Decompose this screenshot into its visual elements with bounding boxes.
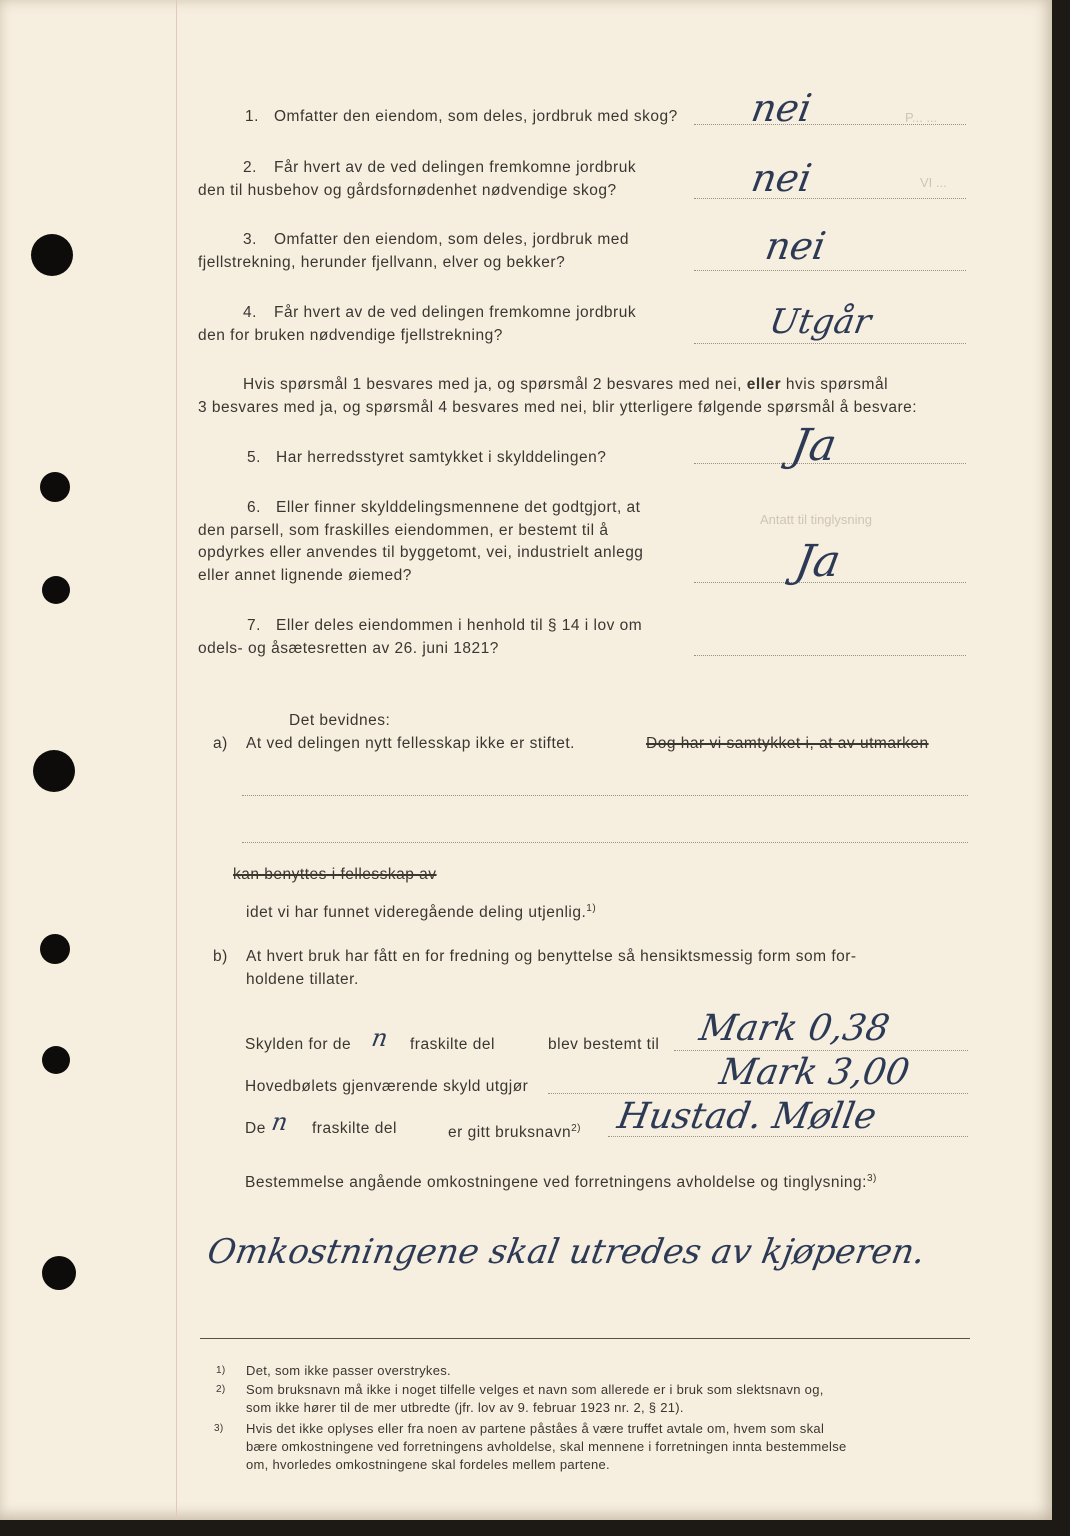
footnote-ref: 3) (866, 1173, 877, 1184)
field-label-text: Bestemmelse angående omkostningene ved forretningens avholdelse og tinglysning: (245, 1174, 867, 1192)
instruction-emphasis: eller (746, 376, 782, 393)
question-number: 3. (243, 231, 257, 248)
item-text: At ved delingen nytt fellesskap ikke er stiftet. (246, 735, 575, 752)
instruction-text: hvis spørsmål (785, 376, 889, 393)
handwritten-insert: n (269, 1108, 290, 1136)
question-text: Eller finner skylddelingsmennene det godtgjort, at (276, 499, 641, 516)
footnote-mark: 1) (216, 1365, 226, 1376)
instruction-text: Hvis spørsmål 1 besvares med ja, og spørsmål 2 besvares med nei, (243, 376, 742, 393)
punch-hole (40, 472, 70, 502)
footnote-mark: 3) (214, 1423, 224, 1434)
answer-line (694, 655, 966, 656)
field-label (448, 1118, 581, 1144)
margin-line (176, 0, 177, 1520)
answer-handwritten: nei (748, 156, 816, 200)
question-text: opdyrkes eller anvendes til byggetomt, vei, industrielt anlegg (198, 544, 644, 561)
punch-hole (42, 1256, 76, 1290)
question-text: den parsell, som fraskilles eiendommen, er bestemt til å (198, 522, 609, 539)
field-label: Skylden for de (245, 1036, 352, 1053)
question-text: Omfatter den eiendom, som deles, jordbruk med skog? (274, 108, 678, 125)
question-text: Omfatter den eiendom, som deles, jordbruk med (274, 231, 630, 248)
question-text: den for bruken nødvendige fjellstrekning? (198, 327, 503, 344)
item-text-main: idet vi har funnet videregående deling utjenlig. (246, 904, 587, 922)
field-label: fraskilte del (312, 1120, 397, 1137)
field-label: De (245, 1120, 266, 1137)
answer-handwritten: Hustad. Mølle (614, 1096, 880, 1137)
question-number: 5. (247, 449, 261, 466)
punch-hole (42, 576, 70, 604)
footnote-text: Som bruksnavn må ikke i noget tilfelle velges et navn som allerede er i bruk som slektsnavn og, (246, 1382, 824, 1397)
footnote-text: Hvis det ikke oplyses eller fra noen av partene påståes å være truffet avtale om, hvem som skal (246, 1421, 825, 1436)
footnote-ref: 2) (571, 1123, 581, 1134)
item-text: At hvert bruk har fått en for fredning og benyttelse så hensiktsmessig form som for- (246, 948, 857, 965)
footnote-text: Det, som ikke passer overstrykes. (246, 1363, 451, 1378)
question-number: 2. (243, 159, 257, 176)
struck-text: Dog har vi samtykket i, at av utmarken (646, 735, 929, 752)
question-text: Får hvert av de ved delingen fremkomne jordbruk (274, 304, 637, 321)
footnote-ref: 1) (586, 903, 597, 914)
footnote-text: som ikke hører til de mer utbredte (jfr. lov av 9. februar 1923 nr. 2, § 21). (246, 1400, 684, 1415)
bleed-through-text: Antatt til tinglysning (760, 512, 873, 527)
question-text: Eller deles eiendommen i henhold til § 14 i lov om (276, 617, 643, 634)
answer-line (694, 198, 966, 199)
answer-line (694, 270, 966, 271)
instruction-line (243, 374, 888, 396)
question-text: den til husbehov og gårdsfornødenhet nødvendige skog? (198, 182, 617, 199)
field-label-text: er gitt bruksnavn (448, 1124, 572, 1142)
question-number: 1. (245, 108, 259, 125)
question-number: 7. (247, 617, 261, 634)
field-label: fraskilte del (410, 1036, 495, 1053)
fill-line (242, 842, 968, 843)
question-number: 4. (243, 304, 257, 321)
answer-line (694, 343, 966, 344)
item-text (246, 898, 596, 924)
punch-hole (31, 234, 73, 276)
answer-line (674, 1050, 968, 1051)
fill-line (242, 795, 968, 796)
punch-hole (33, 750, 75, 792)
answer-handwritten: Utgår (766, 302, 875, 342)
answer-handwritten: Ja (791, 536, 845, 587)
question-text: Får hvert av de ved delingen fremkomne jordbruk (274, 159, 637, 176)
instruction-text: 3 besvares med ja, og spørsmål 4 besvares med nei, blir ytterligere følgende spørsmål å besvare: (198, 399, 918, 416)
field-label (245, 1168, 877, 1194)
question-number: 6. (247, 499, 261, 516)
punch-hole (40, 934, 70, 964)
item-label: b) (213, 948, 228, 965)
question-text: fjellstrekning, herunder fjellvann, elver og bekker? (198, 254, 566, 271)
question-text: odels- og åsætesretten av 26. juni 1821? (198, 640, 499, 657)
bleed-through-text: VI ... (920, 175, 947, 190)
separator-line (200, 1338, 970, 1339)
section-heading: Det bevidnes: (289, 712, 391, 729)
answer-line (548, 1093, 968, 1094)
field-label: blev bestemt til (548, 1036, 660, 1053)
answer-handwritten: Mark 0,38 (696, 1008, 893, 1049)
answer-handwritten: Omkostningene skal utredes av kjøperen. (204, 1232, 929, 1272)
field-label: Hovedbølets gjenværende skyld utgjør (245, 1078, 529, 1095)
bleed-through-text: P... ... (905, 110, 938, 125)
punch-hole (42, 1046, 70, 1074)
answer-handwritten: Ja (787, 420, 841, 471)
answer-handwritten: Mark 3,00 (716, 1052, 913, 1093)
question-text: Har herredsstyret samtykket i skylddelingen? (276, 449, 607, 466)
handwritten-insert: n (369, 1024, 390, 1052)
question-text: eller annet lignende øiemed? (198, 567, 412, 584)
item-text: holdene tillater. (246, 971, 359, 988)
answer-handwritten: nei (762, 224, 830, 268)
footnote-text: bære omkostningene ved forretningens avholdelse, skal mennene i forretningen innta bestemmelse (246, 1439, 847, 1454)
struck-text: kan benyttes i fellesskap av (233, 866, 437, 883)
answer-handwritten: nei (748, 86, 816, 130)
item-label: a) (213, 735, 228, 752)
footnote-text: om, hvorledes omkostningene skal fordeles mellem partene. (246, 1457, 610, 1472)
answer-line (694, 124, 966, 125)
footnote-mark: 2) (216, 1384, 226, 1395)
